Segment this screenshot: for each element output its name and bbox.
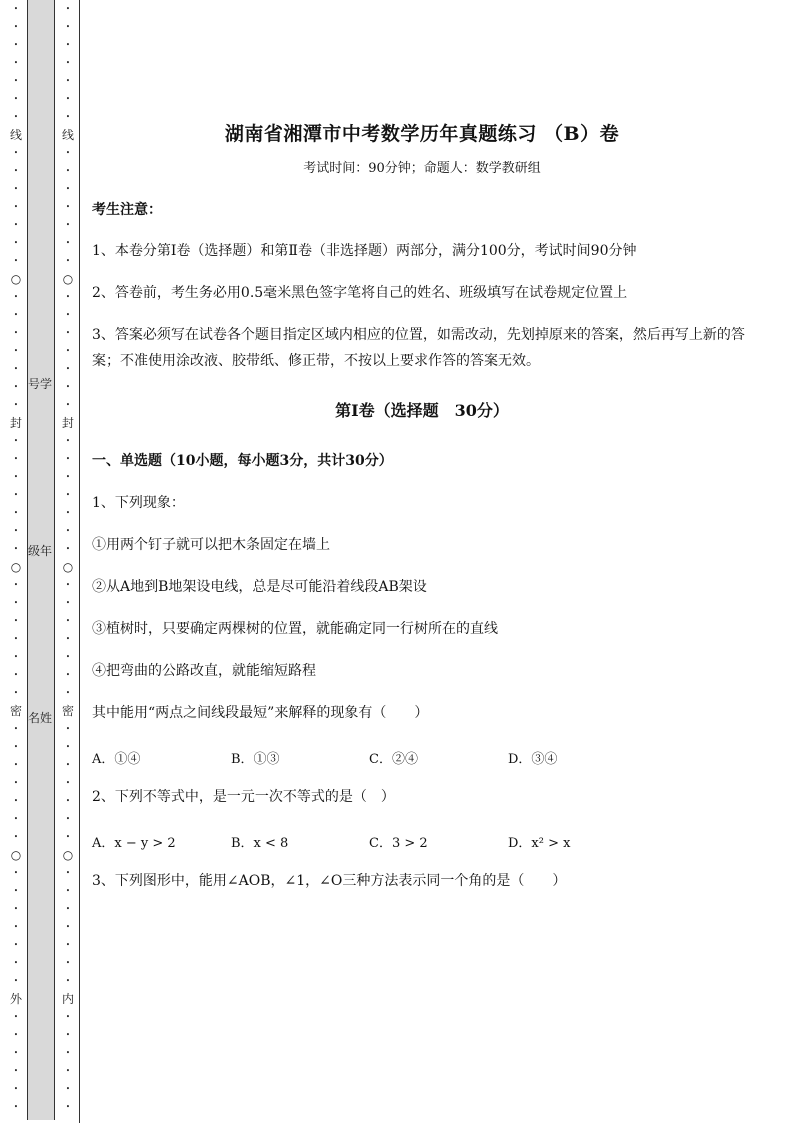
binding-dot: • [65,941,71,949]
inner-binding-margin [58,0,78,1123]
binding-dot: • [13,1103,19,1111]
option-b[interactable]: B．x < 8 [231,836,289,851]
section-title: 第I卷（选择题 30分） [335,401,509,420]
binding-dot: • [65,545,71,553]
binding-dot: • [13,635,19,643]
binding-dot: • [13,581,19,589]
binding-dot: • [13,887,19,895]
question-1-stem: 1、下列现象： [92,495,185,511]
binding-dot: • [65,743,71,751]
option-d[interactable]: D．x² > x [508,836,571,851]
binding-dot: • [65,455,71,463]
binding-dot: • [13,1067,19,1075]
binding-dot: • [65,923,71,931]
binding-mark: 内 [61,992,74,1006]
binding-dot: • [13,311,19,319]
binding-dot: • [65,689,71,697]
note-item: 1、本卷分第I卷（选择题）和第Ⅱ卷（非选择题）两部分，满分100分，考试时间90分钟 [92,243,637,259]
binding-dot: • [13,293,19,301]
student-info-strip [27,0,55,1120]
binding-dot: • [13,347,19,355]
binding-dot: • [13,923,19,931]
binding-dot: • [65,23,71,31]
note-item: 2、答卷前，考生务必用0.5毫米黑色签字笔将自己的姓名、班级填写在试卷规定位置上 [92,285,628,301]
binding-dot: • [13,329,19,337]
option-a[interactable]: A．x − y > 2 [92,836,176,851]
binding-mark: ○ [10,560,22,574]
binding-dot: • [65,887,71,895]
binding-dot: • [13,455,19,463]
binding-dot: • [65,1085,71,1093]
field-label-student-number: 号学 [27,377,52,391]
binding-dot: • [13,491,19,499]
part-heading: 一、单选题（10小题，每小题3分，共计30分） [92,453,393,469]
option-b[interactable]: B．①③ [231,752,280,767]
binding-dot: • [65,671,71,679]
binding-dot: • [13,797,19,805]
binding-dot: • [13,203,19,211]
binding-dot: • [13,959,19,967]
binding-dot: • [65,383,71,391]
binding-dot: • [13,1031,19,1039]
binding-dot: • [65,509,71,517]
binding-dot: • [65,59,71,67]
margin-divider [79,0,80,1123]
question-3-stem: 3、下列图形中，能用∠AOB，∠1，∠O三种方法表示同一个角的是（ ） [92,873,567,889]
binding-dot: • [13,905,19,913]
question-1-ask: 其中能用“两点之间线段最短”来解释的现象有（ ） [92,705,429,721]
binding-dot: • [13,113,19,121]
binding-dot: • [13,599,19,607]
binding-dot: • [13,653,19,661]
binding-dot: • [13,23,19,31]
binding-dot: • [13,221,19,229]
binding-dot: • [13,257,19,265]
option-a[interactable]: A．①④ [92,752,141,767]
binding-dot: • [65,959,71,967]
binding-dot: • [65,41,71,49]
option-c[interactable]: C．3 > 2 [369,836,428,851]
binding-dot: • [13,671,19,679]
binding-dot: • [13,815,19,823]
binding-dot: • [65,653,71,661]
binding-mark: 封 [9,416,22,430]
binding-dot: • [65,185,71,193]
binding-dot: • [13,59,19,67]
question-1-statement: ①用两个钉子就可以把木条固定在墙上 [92,537,330,553]
question-2-stem: 2、下列不等式中，是一元一次不等式的是（ ） [92,789,395,805]
binding-dot: • [65,815,71,823]
binding-dot: • [65,95,71,103]
binding-dot: • [13,545,19,553]
binding-dot: • [65,617,71,625]
question-1-statement: ③植树时，只要确定两棵树的位置，就能确定同一行树所在的直线 [92,621,498,637]
binding-dot: • [13,833,19,841]
binding-mark: 线 [9,128,22,142]
binding-mark: ○ [10,272,22,286]
outer-binding-margin [6,0,26,1123]
binding-dot: • [65,527,71,535]
exam-subtitle: 考试时间：90分钟；命题人：数学教研组 [303,161,541,176]
binding-dot: • [13,1013,19,1021]
binding-dot: • [65,491,71,499]
binding-dot: • [13,743,19,751]
binding-dot: • [65,779,71,787]
option-d[interactable]: D．③④ [508,752,558,767]
exam-title: 湖南省湘潭市中考数学历年真题练习 （B）卷 [224,123,620,145]
binding-dot: • [13,95,19,103]
binding-dot: • [13,473,19,481]
binding-mark: ○ [62,272,74,286]
binding-mark: 封 [61,416,74,430]
binding-dot: • [13,689,19,697]
binding-dot: • [13,527,19,535]
binding-dot: • [13,725,19,733]
binding-dot: • [65,1013,71,1021]
field-label-grade: 级年 [27,544,52,558]
note-item: 3、答案必须写在试卷各个题目指定区域内相应的位置，如需改动，先划掉原来的答案，然后再写上新的答案；不准使用涂改液、胶带纸、修正带，不按以上要求作答的答案无效。 [92,327,745,369]
binding-dot: • [13,779,19,787]
binding-dot: • [13,5,19,13]
binding-mark: 线 [61,128,74,142]
binding-dot: • [65,77,71,85]
binding-dot: • [65,797,71,805]
binding-dot: • [13,509,19,517]
binding-dot: • [13,977,19,985]
binding-dot: • [13,941,19,949]
binding-mark: ○ [62,848,74,862]
binding-dot: • [13,1085,19,1093]
binding-dot: • [65,761,71,769]
binding-dot: • [13,383,19,391]
binding-dot: • [65,635,71,643]
binding-dot: • [65,221,71,229]
binding-dot: • [13,239,19,247]
binding-dot: • [65,149,71,157]
binding-dot: • [65,599,71,607]
binding-dot: • [65,833,71,841]
binding-dot: • [65,113,71,121]
binding-dot: • [65,1067,71,1075]
binding-mark: 密 [9,704,22,718]
binding-dot: • [65,347,71,355]
binding-dot: • [65,437,71,445]
binding-dot: • [13,185,19,193]
binding-dot: • [65,257,71,265]
binding-dot: • [13,77,19,85]
field-label-name: 名姓 [27,711,52,725]
binding-dot: • [65,239,71,247]
binding-dot: • [13,401,19,409]
binding-dot: • [13,167,19,175]
binding-dot: • [13,41,19,49]
binding-dot: • [65,581,71,589]
binding-dot: • [65,869,71,877]
binding-dot: • [65,5,71,13]
binding-dot: • [65,725,71,733]
binding-dot: • [13,1049,19,1057]
binding-dot: • [65,1049,71,1057]
binding-dot: • [65,329,71,337]
notes-heading: 考生注意： [92,202,162,218]
binding-dot: • [65,311,71,319]
binding-dot: • [65,977,71,985]
binding-dot: • [65,401,71,409]
binding-mark: 密 [61,704,74,718]
binding-dot: • [13,437,19,445]
option-c[interactable]: C．②④ [369,752,418,767]
binding-dot: • [13,365,19,373]
binding-dot: • [13,149,19,157]
binding-dot: • [65,905,71,913]
binding-dot: • [65,1103,71,1111]
question-1-statement: ②从A地到B地架设电线，总是尽可能沿着线段AB架设 [92,579,427,595]
binding-dot: • [65,365,71,373]
binding-mark: ○ [10,848,22,862]
binding-dot: • [65,293,71,301]
binding-mark: 外 [9,992,22,1006]
question-1-statement: ④把弯曲的公路改直，就能缩短路程 [92,663,316,679]
binding-dot: • [65,203,71,211]
binding-dot: • [13,869,19,877]
binding-dot: • [13,617,19,625]
binding-dot: • [65,167,71,175]
binding-dot: • [65,1031,71,1039]
binding-dot: • [65,473,71,481]
binding-dot: • [13,761,19,769]
binding-mark: ○ [62,560,74,574]
